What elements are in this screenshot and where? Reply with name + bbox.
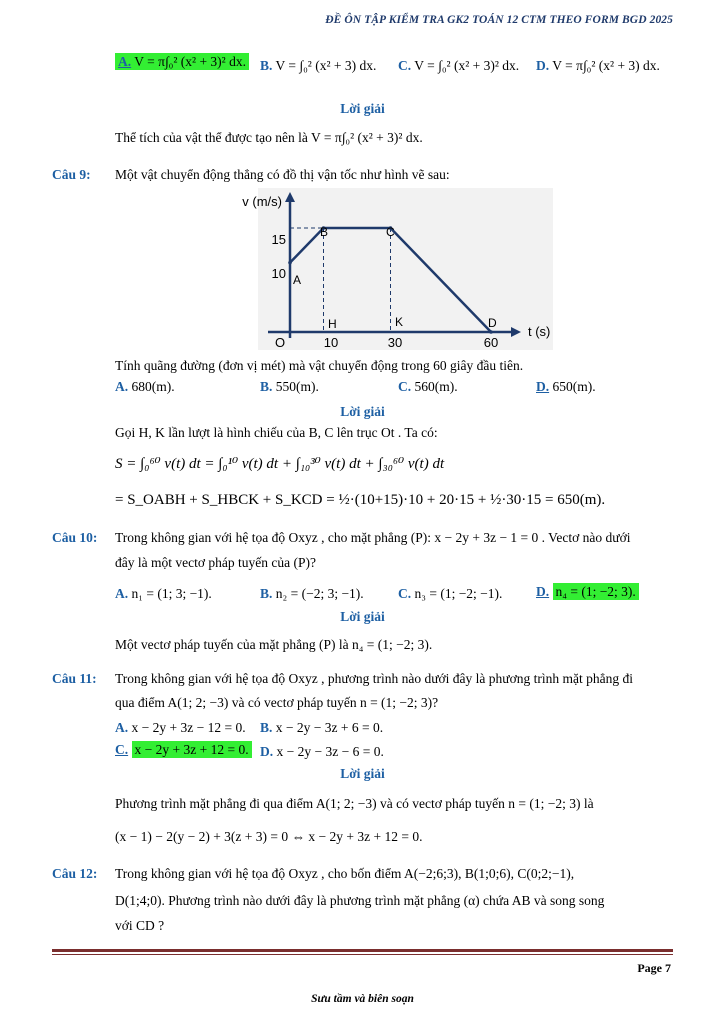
q11-option-a[interactable]: A. x − 2y + 3z − 12 = 0. xyxy=(115,720,246,735)
q9-option-a[interactable]: A. 680(m). xyxy=(115,379,175,394)
q8-solution: Thể tích của vật thể được tạo nên là V = π∫₀² (x² + 3)² dx. xyxy=(115,130,423,145)
q9-solution-line-1: Gọi H, K lần lượt là hình chiếu của B, C lên trục Ot . Ta có: xyxy=(115,425,438,440)
q10-label: Câu 10: xyxy=(52,530,98,545)
point-h-label: H xyxy=(328,317,337,331)
q9-text: Một vật chuyển động thẳng có đồ thị vận tốc như hình vẽ sau: xyxy=(115,167,450,182)
q10-option-c[interactable]: C. n₃ = (1; −2; −1). xyxy=(398,586,503,601)
q11-text-2: qua điểm A(1; 2; −3) và có vectơ pháp tuyến n = (1; −2; 3)? xyxy=(115,695,439,710)
page-header: ĐỀ ÔN TẬP KIỂM TRA GK2 TOÁN 12 CTM THEO FORM BGD 2025 xyxy=(325,14,673,26)
footer-rule-thin xyxy=(52,954,673,955)
q9-label: Câu 9: xyxy=(52,167,91,182)
q12-text-1: Trong không gian với hệ tọa độ Oxyz , cho bốn điểm A(−2;6;3), B(1;0;6), C(0;2;−1), xyxy=(115,866,575,881)
q11-text-1: Trong không gian với hệ tọa độ Oxyz , phương trình nào dưới đây là phương trình mặt phẳng đi xyxy=(115,671,633,686)
q9-option-b[interactable]: B. 550(m). xyxy=(260,379,319,394)
tick-label-15: 15 xyxy=(271,232,286,247)
q11-solution-line-2: (x − 1) − 2(y − 2) + 3(z + 3) = 0 ⇔ x − 2y + 3z + 12 = 0. xyxy=(115,829,423,844)
tick-label-x30: 30 xyxy=(387,335,403,350)
point-d-label: D xyxy=(488,316,497,330)
q9-solution-title: Lời giải xyxy=(340,404,385,419)
q11-solution-title: Lời giải xyxy=(340,766,385,781)
tick-label-10: 10 xyxy=(271,266,286,281)
q10-solution: Một vectơ pháp tuyến của mặt phẳng (P) là n₄ = (1; −2; 3). xyxy=(115,637,433,652)
q12-label: Câu 12: xyxy=(52,866,98,881)
point-c-label: C xyxy=(386,225,395,239)
velocity-graph xyxy=(242,188,553,350)
tick-label-x60: 60 xyxy=(483,335,499,350)
q11-label: Câu 11: xyxy=(52,671,97,686)
q9-option-d[interactable]: D. 650(m). xyxy=(536,379,596,394)
t-axis-label: t (s) xyxy=(528,324,551,339)
q8-option-a[interactable]: A. V = π∫₀² (x² + 3)² dx. xyxy=(115,54,249,70)
q11-option-b[interactable]: B. x − 2y − 3z + 6 = 0. xyxy=(260,720,384,735)
q11-option-c[interactable]: C. x − 2y + 3z + 12 = 0. xyxy=(115,742,252,758)
q8-option-b[interactable]: B. V = ∫₀² (x² + 3) dx. xyxy=(260,58,377,73)
point-b-label: B xyxy=(320,225,329,239)
footer-rule xyxy=(52,949,673,952)
graph-background xyxy=(258,188,553,350)
page-number: Page 7 xyxy=(637,961,671,975)
q9-question: Tính quãng đường (đơn vị mét) mà vật chuyển động trong 60 giây đầu tiên. xyxy=(115,358,524,373)
q10-option-a[interactable]: A. n₁ = (1; 3; −1). xyxy=(115,586,212,601)
q8-option-d[interactable]: D. V = π∫₀² (x² + 3) dx. xyxy=(536,58,660,73)
q12-text-3: với CD ? xyxy=(115,918,165,933)
q10-solution-title: Lời giải xyxy=(340,609,385,624)
footer-credit: Sưu tầm và biên soạn xyxy=(311,993,414,1005)
q9-solution-line-3: = S_OABH + S_HBCK + S_KCD = ½·(10+15)·10 + 20·15 + ½·30·15 = 650(m). xyxy=(115,492,606,508)
q10-text-1: Trong không gian với hệ tọa độ Oxyz , cho mặt phẳng (P): x − 2y + 3z − 1 = 0 . Vectơ nào dưới xyxy=(115,530,631,545)
point-k-label: K xyxy=(395,315,404,329)
tick-label-x10: 10 xyxy=(323,335,339,350)
q9-option-c[interactable]: C. 560(m). xyxy=(398,379,458,394)
q11-solution-line-1: Phương trình mặt phẳng đi qua điểm A(1; 2; −3) và có vectơ pháp tuyến n = (1; −2; 3) là xyxy=(115,796,594,811)
point-a-label: A xyxy=(293,273,302,287)
q10-text-2: đây là một vectơ pháp tuyến của (P)? xyxy=(115,555,316,570)
q8-option-c[interactable]: C. V = ∫₀² (x² + 3)² dx. xyxy=(398,58,520,73)
q8-solution-title: Lời giải xyxy=(340,101,385,116)
q10-option-d[interactable]: D. n₄ = (1; −2; 3). xyxy=(536,584,639,600)
v-axis-label: v (m/s) xyxy=(242,194,282,209)
q9-solution-line-2: S = ∫₀⁶⁰ v(t) dt = ∫₀¹⁰ v(t) dt + ∫₁₀³⁰ v(t) dt + ∫₃₀⁶⁰ v(t) dt xyxy=(115,456,445,472)
q10-option-b[interactable]: B. n₂ = (−2; 3; −1). xyxy=(260,586,364,601)
q11-option-d[interactable]: D. x − 2y − 3z − 6 = 0. xyxy=(260,744,384,759)
q12-text-2: D(1;4;0). Phương trình nào dưới đây là phương trình mặt phẳng (α) chứa AB và song song xyxy=(115,893,605,908)
origin-label: O xyxy=(275,335,286,350)
